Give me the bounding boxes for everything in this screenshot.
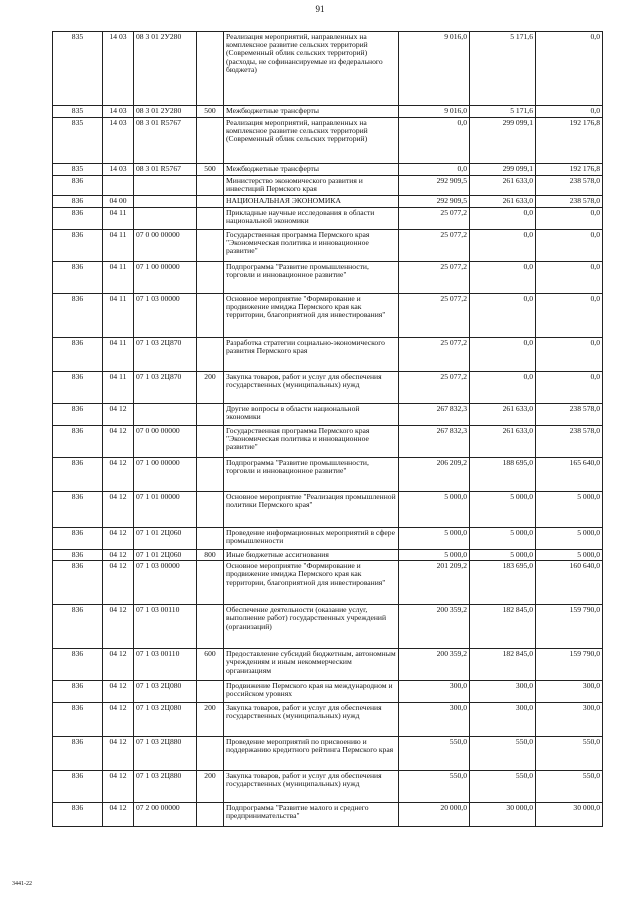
target-article-cell: 07 1 03 00000 — [134, 561, 197, 605]
section-code-cell: 04 11 — [103, 372, 134, 404]
amount-2024-cell: 0,0 — [470, 372, 536, 404]
table-row — [53, 230, 603, 262]
admin-code-cell: 836 — [53, 492, 103, 528]
expense-type-cell: 200 — [197, 703, 224, 737]
admin-code-cell: 836 — [53, 208, 103, 230]
budget-table — [52, 31, 603, 827]
section-code-cell: 04 12 — [103, 492, 134, 528]
table-row — [53, 208, 603, 230]
admin-code-cell: 836 — [53, 404, 103, 426]
item-name-cell: Подпрограмма "Развитие промышленности, торговли и инновационное развитие" — [224, 262, 399, 294]
target-article-cell: 07 1 03 2Ц080 — [134, 681, 197, 703]
amount-2024-cell: 188 695,0 — [470, 458, 536, 492]
amount-2025-cell: 238 578,0 — [536, 426, 603, 458]
item-name-cell: Межбюджетные трансферты — [224, 106, 399, 118]
amount-2025-cell: 165 640,0 — [536, 458, 603, 492]
amount-2025-cell: 0,0 — [536, 208, 603, 230]
expense-type-cell — [197, 196, 224, 208]
admin-code-cell: 836 — [53, 803, 103, 827]
table-row — [53, 338, 603, 372]
admin-code-cell: 835 — [53, 32, 103, 106]
section-code-cell: 04 12 — [103, 771, 134, 803]
amount-2025-cell: 0,0 — [536, 338, 603, 372]
table-row — [53, 605, 603, 649]
amount-2023-cell: 200 359,2 — [399, 605, 470, 649]
section-code-cell: 04 12 — [103, 681, 134, 703]
target-article-cell: 07 1 01 00000 — [134, 492, 197, 528]
target-article-cell: 07 1 03 00110 — [134, 649, 197, 681]
item-name-cell: Подпрограмма "Развитие промышленности, торговли и инновационное развитие" — [224, 458, 399, 492]
amount-2023-cell: 9 016,0 — [399, 32, 470, 106]
admin-code-cell: 835 — [53, 164, 103, 176]
expense-type-cell — [197, 404, 224, 426]
section-code-cell — [103, 176, 134, 196]
item-name-cell: Государственная программа Пермского края "Экономическая политика и инновационное развитие" — [224, 426, 399, 458]
admin-code-cell: 836 — [53, 681, 103, 703]
target-article-cell — [134, 176, 197, 196]
amount-2023-cell: 25 077,2 — [399, 372, 470, 404]
expense-type-cell — [197, 528, 224, 550]
table-row — [53, 681, 603, 703]
table-body — [53, 32, 603, 827]
amount-2023-cell: 25 077,2 — [399, 230, 470, 262]
amount-2023-cell: 25 077,2 — [399, 262, 470, 294]
expense-type-cell — [197, 118, 224, 164]
expense-type-cell — [197, 681, 224, 703]
target-article-cell: 07 1 00 00000 — [134, 262, 197, 294]
item-name-cell: Закупка товаров, работ и услуг для обеспечения государственных (муниципальных) нужд — [224, 372, 399, 404]
amount-2025-cell: 0,0 — [536, 294, 603, 338]
amount-2023-cell: 300,0 — [399, 703, 470, 737]
table-row — [53, 32, 603, 106]
page-number: 91 — [315, 4, 325, 14]
expense-type-cell — [197, 338, 224, 372]
target-article-cell — [134, 404, 197, 426]
admin-code-cell: 836 — [53, 737, 103, 771]
admin-code-cell: 836 — [53, 196, 103, 208]
admin-code-cell: 836 — [53, 262, 103, 294]
amount-2025-cell: 300,0 — [536, 681, 603, 703]
table-row — [53, 118, 603, 164]
admin-code-cell: 836 — [53, 561, 103, 605]
target-article-cell: 08 3 01 2У280 — [134, 106, 197, 118]
amount-2025-cell: 159 790,0 — [536, 649, 603, 681]
amount-2024-cell: 261 633,0 — [470, 176, 536, 196]
section-code-cell: 04 11 — [103, 230, 134, 262]
amount-2024-cell: 0,0 — [470, 338, 536, 372]
table-row — [53, 164, 603, 176]
target-article-cell: 07 1 03 2Ц080 — [134, 703, 197, 737]
item-name-cell: Закупка товаров, работ и услуг для обеспечения государственных (муниципальных) нужд — [224, 703, 399, 737]
amount-2024-cell: 300,0 — [470, 703, 536, 737]
target-article-cell: 08 3 01 R5767 — [134, 118, 197, 164]
section-code-cell: 04 12 — [103, 649, 134, 681]
amount-2024-cell: 299 099,1 — [470, 118, 536, 164]
amount-2025-cell: 0,0 — [536, 372, 603, 404]
table-row — [53, 561, 603, 605]
admin-code-cell: 836 — [53, 294, 103, 338]
target-article-cell: 07 1 03 2Ц880 — [134, 737, 197, 771]
item-name-cell: Закупка товаров, работ и услуг для обеспечения государственных (муниципальных) нужд — [224, 771, 399, 803]
table-row — [53, 803, 603, 827]
table-row — [53, 294, 603, 338]
expense-type-cell — [197, 294, 224, 338]
section-code-cell: 04 12 — [103, 737, 134, 771]
expense-type-cell — [197, 426, 224, 458]
amount-2023-cell: 0,0 — [399, 164, 470, 176]
table-row — [53, 737, 603, 771]
section-code-cell: 14 03 — [103, 164, 134, 176]
amount-2023-cell: 5 000,0 — [399, 492, 470, 528]
amount-2023-cell: 206 209,2 — [399, 458, 470, 492]
amount-2023-cell: 25 077,2 — [399, 338, 470, 372]
item-name-cell: Министерство экономического развития и инвестиций Пермского края — [224, 176, 399, 196]
admin-code-cell: 836 — [53, 372, 103, 404]
section-code-cell: 04 12 — [103, 550, 134, 561]
amount-2023-cell: 5 000,0 — [399, 528, 470, 550]
target-article-cell — [134, 208, 197, 230]
item-name-cell: Реализация мероприятий, направленных на комплексное развитие сельских территорий (Современный облик сельских территорий) (расходы, не софинансируемые из федерального бюджета) — [224, 32, 399, 106]
section-code-cell: 04 12 — [103, 561, 134, 605]
table-row — [53, 458, 603, 492]
item-name-cell: Проведение мероприятий по присвоению и поддержанию кредитного рейтинга Пермского края — [224, 737, 399, 771]
expense-type-cell — [197, 262, 224, 294]
item-name-cell: Предоставление субсидий бюджетным, автономным учреждениям и иным некоммерческим организациям — [224, 649, 399, 681]
admin-code-cell: 835 — [53, 118, 103, 164]
section-code-cell: 14 03 — [103, 32, 134, 106]
amount-2025-cell: 192 176,8 — [536, 164, 603, 176]
amount-2025-cell: 238 578,0 — [536, 176, 603, 196]
expense-type-cell: 500 — [197, 164, 224, 176]
target-article-cell: 07 2 00 00000 — [134, 803, 197, 827]
target-article-cell: 07 1 01 2Ц060 — [134, 528, 197, 550]
expense-type-cell — [197, 32, 224, 106]
section-code-cell: 04 12 — [103, 458, 134, 492]
section-code-cell: 04 12 — [103, 803, 134, 827]
table-row — [53, 176, 603, 196]
amount-2024-cell: 261 633,0 — [470, 426, 536, 458]
amount-2023-cell: 5 000,0 — [399, 550, 470, 561]
footer-code: 3441-22 — [12, 881, 32, 887]
amount-2025-cell: 0,0 — [536, 106, 603, 118]
table-row — [53, 404, 603, 426]
amount-2024-cell: 5 171,6 — [470, 32, 536, 106]
table-row — [53, 528, 603, 550]
section-code-cell: 14 03 — [103, 106, 134, 118]
amount-2025-cell: 550,0 — [536, 737, 603, 771]
expense-type-cell — [197, 208, 224, 230]
amount-2024-cell: 183 695,0 — [470, 561, 536, 605]
item-name-cell: Проведение информационных мероприятий в сфере промышленности — [224, 528, 399, 550]
amount-2024-cell: 30 000,0 — [470, 803, 536, 827]
amount-2023-cell: 25 077,2 — [399, 294, 470, 338]
amount-2024-cell: 550,0 — [470, 771, 536, 803]
expense-type-cell: 200 — [197, 771, 224, 803]
admin-code-cell: 836 — [53, 703, 103, 737]
table-row — [53, 106, 603, 118]
amount-2025-cell: 5 000,0 — [536, 528, 603, 550]
item-name-cell: Основное мероприятие "Реализация промышленной политики Пермского края" — [224, 492, 399, 528]
amount-2024-cell: 182 845,0 — [470, 649, 536, 681]
target-article-cell: 07 1 03 2Ц870 — [134, 372, 197, 404]
amount-2023-cell: 201 209,2 — [399, 561, 470, 605]
item-name-cell: Продвижение Пермского края на международном и российском уровнях — [224, 681, 399, 703]
amount-2023-cell: 550,0 — [399, 771, 470, 803]
amount-2023-cell: 300,0 — [399, 681, 470, 703]
section-code-cell: 04 12 — [103, 703, 134, 737]
amount-2023-cell: 292 909,5 — [399, 196, 470, 208]
amount-2023-cell: 9 016,0 — [399, 106, 470, 118]
admin-code-cell: 836 — [53, 649, 103, 681]
amount-2025-cell: 238 578,0 — [536, 196, 603, 208]
section-code-cell: 14 03 — [103, 118, 134, 164]
section-code-cell: 04 11 — [103, 208, 134, 230]
amount-2024-cell: 550,0 — [470, 737, 536, 771]
admin-code-cell: 836 — [53, 605, 103, 649]
amount-2024-cell: 182 845,0 — [470, 605, 536, 649]
amount-2025-cell: 238 578,0 — [536, 404, 603, 426]
target-article-cell: 07 1 01 2Ц060 — [134, 550, 197, 561]
amount-2024-cell: 300,0 — [470, 681, 536, 703]
amount-2024-cell: 5 000,0 — [470, 492, 536, 528]
table-row — [53, 372, 603, 404]
item-name-cell: Другие вопросы в области национальной экономики — [224, 404, 399, 426]
admin-code-cell: 836 — [53, 338, 103, 372]
amount-2023-cell: 25 077,2 — [399, 208, 470, 230]
target-article-cell: 07 1 03 2Ц880 — [134, 771, 197, 803]
amount-2023-cell: 0,0 — [399, 118, 470, 164]
target-article-cell: 08 3 01 2У280 — [134, 32, 197, 106]
expense-type-cell — [197, 230, 224, 262]
expense-type-cell — [197, 605, 224, 649]
table-row — [53, 262, 603, 294]
amount-2025-cell: 5 000,0 — [536, 492, 603, 528]
amount-2023-cell: 550,0 — [399, 737, 470, 771]
expense-type-cell — [197, 176, 224, 196]
expense-type-cell — [197, 737, 224, 771]
section-code-cell: 04 12 — [103, 426, 134, 458]
item-name-cell: Разработка стратегии социально-экономического развития Пермского края — [224, 338, 399, 372]
amount-2025-cell: 0,0 — [536, 230, 603, 262]
admin-code-cell: 836 — [53, 528, 103, 550]
target-article-cell: 07 0 00 00000 — [134, 230, 197, 262]
admin-code-cell: 835 — [53, 106, 103, 118]
expense-type-cell — [197, 561, 224, 605]
amount-2024-cell: 0,0 — [470, 294, 536, 338]
admin-code-cell: 836 — [53, 550, 103, 561]
target-article-cell: 07 1 00 00000 — [134, 458, 197, 492]
amount-2025-cell: 159 790,0 — [536, 605, 603, 649]
amount-2025-cell: 0,0 — [536, 32, 603, 106]
table-row — [53, 492, 603, 528]
item-name-cell: Межбюджетные трансферты — [224, 164, 399, 176]
amount-2025-cell: 5 000,0 — [536, 550, 603, 561]
table-row — [53, 550, 603, 561]
admin-code-cell: 836 — [53, 176, 103, 196]
expense-type-cell — [197, 803, 224, 827]
expense-type-cell — [197, 492, 224, 528]
item-name-cell: Обеспечение деятельности (оказание услуг, выполнение работ) государственных учреждений (организаций) — [224, 605, 399, 649]
amount-2024-cell: 261 633,0 — [470, 196, 536, 208]
section-code-cell: 04 11 — [103, 262, 134, 294]
target-article-cell: 07 1 03 00110 — [134, 605, 197, 649]
section-code-cell: 04 12 — [103, 528, 134, 550]
amount-2023-cell: 292 909,5 — [399, 176, 470, 196]
target-article-cell: 07 0 00 00000 — [134, 426, 197, 458]
table-row — [53, 771, 603, 803]
table-row — [53, 426, 603, 458]
target-article-cell — [134, 196, 197, 208]
amount-2024-cell: 5 000,0 — [470, 528, 536, 550]
section-code-cell: 04 12 — [103, 605, 134, 649]
amount-2024-cell: 0,0 — [470, 262, 536, 294]
amount-2024-cell: 5 171,6 — [470, 106, 536, 118]
expense-type-cell — [197, 458, 224, 492]
amount-2023-cell: 20 000,0 — [399, 803, 470, 827]
expense-type-cell: 200 — [197, 372, 224, 404]
section-code-cell: 04 11 — [103, 338, 134, 372]
amount-2023-cell: 267 832,3 — [399, 404, 470, 426]
table-row — [53, 703, 603, 737]
amount-2023-cell: 267 832,3 — [399, 426, 470, 458]
item-name-cell: Подпрограмма "Развитие малого и среднего предпринимательства" — [224, 803, 399, 827]
admin-code-cell: 836 — [53, 230, 103, 262]
amount-2025-cell: 0,0 — [536, 262, 603, 294]
table-row — [53, 196, 603, 208]
target-article-cell: 07 1 03 2Ц870 — [134, 338, 197, 372]
amount-2025-cell: 30 000,0 — [536, 803, 603, 827]
target-article-cell: 08 3 01 R5767 — [134, 164, 197, 176]
item-name-cell: Прикладные научные исследования в области национальной экономики — [224, 208, 399, 230]
amount-2024-cell: 299 099,1 — [470, 164, 536, 176]
admin-code-cell: 836 — [53, 426, 103, 458]
expense-type-cell: 800 — [197, 550, 224, 561]
section-code-cell: 04 00 — [103, 196, 134, 208]
target-article-cell: 07 1 03 00000 — [134, 294, 197, 338]
expense-type-cell: 600 — [197, 649, 224, 681]
amount-2024-cell: 261 633,0 — [470, 404, 536, 426]
expense-type-cell: 500 — [197, 106, 224, 118]
section-code-cell: 04 11 — [103, 294, 134, 338]
item-name-cell: Основное мероприятие "Формирование и продвижение имиджа Пермского края как территории, благоприятной для инвестирования" — [224, 561, 399, 605]
amount-2025-cell: 192 176,8 — [536, 118, 603, 164]
amount-2024-cell: 0,0 — [470, 208, 536, 230]
admin-code-cell: 836 — [53, 458, 103, 492]
amount-2025-cell: 160 640,0 — [536, 561, 603, 605]
item-name-cell: Иные бюджетные ассигнования — [224, 550, 399, 561]
item-name-cell: Реализация мероприятий, направленных на комплексное развитие сельских территорий (Современный облик сельских территорий) — [224, 118, 399, 164]
amount-2025-cell: 550,0 — [536, 771, 603, 803]
amount-2025-cell: 300,0 — [536, 703, 603, 737]
amount-2023-cell: 200 359,2 — [399, 649, 470, 681]
table-row — [53, 649, 603, 681]
amount-2024-cell: 5 000,0 — [470, 550, 536, 561]
section-code-cell: 04 12 — [103, 404, 134, 426]
item-name-cell: Государственная программа Пермского края "Экономическая политика и инновационное развитие" — [224, 230, 399, 262]
item-name-cell: НАЦИОНАЛЬНАЯ ЭКОНОМИКА — [224, 196, 399, 208]
item-name-cell: Основное мероприятие "Формирование и продвижение имиджа Пермского края как территории, благоприятной для инвестирования" — [224, 294, 399, 338]
amount-2024-cell: 0,0 — [470, 230, 536, 262]
admin-code-cell: 836 — [53, 771, 103, 803]
